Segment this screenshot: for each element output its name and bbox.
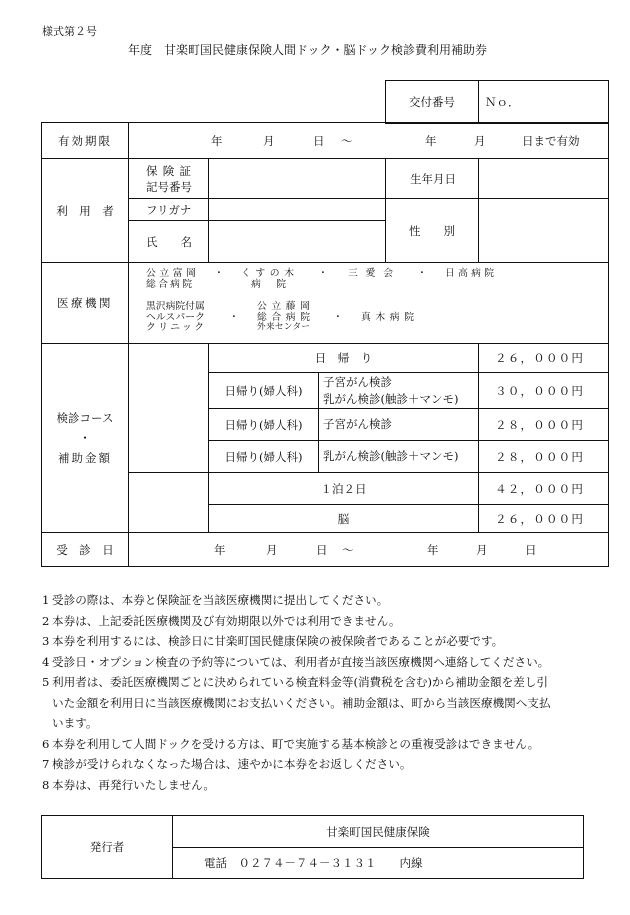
course-amount: ３０，０００円 [479,373,609,409]
note-number: 8 [42,777,50,792]
course-amount: ４２，０００円 [479,473,609,505]
facility-2-line2: 病院 [251,279,286,290]
validity-period-cell [129,123,609,159]
course-amount: ２６，０００円 [479,505,609,533]
issuer-label: 発行者 [42,816,173,879]
insurance-label-cell [129,159,209,199]
course-label-line1: 検診コース [56,411,114,425]
note-text: 本券は、再発行いたしません。 [52,777,216,792]
issue-number-no-label: Ｎｏ． [479,81,609,124]
facility-6-line2: 総合病院 [257,311,310,323]
note-text: 受診日・オプション検査の予約等については、利用者が直接当該医療機関へ連絡してください。 [52,654,550,669]
note-number: 7 [42,757,50,771]
facility-4-line1: 日高病院 [445,268,494,279]
course-type: 脳 [209,505,479,533]
note-number: 5 [42,675,50,689]
note-text: 利用者は、委託医療機関ごとに決められている検査料金等(消費税を含む)から補助金額を差し引いた金額を利用日に当該医療機関にお支払いください。補助金額は、町から当該医療機関へ支払います。 [52,675,551,730]
issue-number-box [385,80,609,124]
facility-separator: ・ [333,311,343,323]
notes-list [42,590,582,795]
validity-tilde: ～ [341,133,353,148]
course-items-cell [319,373,479,409]
note-item [42,631,582,652]
course-row [42,344,609,373]
facility-separator: ・ [318,268,328,279]
course-items-cell [319,409,479,441]
facility-1-line1: 公立富岡 [146,268,196,279]
validity-row [42,123,609,159]
course-label-cell [42,344,129,533]
course-blank-cell [129,344,209,473]
note-item [42,590,582,611]
course-label-line2: ・ [79,431,91,445]
course-items-cell [319,441,479,473]
issuer-name: 甘楽町国民健康保険 [173,816,584,848]
note-text: 本券を利用して人間ドックを受ける方は、町で実施する基本検診との重複受診はできません。 [52,736,540,751]
note-item [42,672,582,734]
form-number: 様式第２号 [42,25,97,38]
note-text: 検診が受けられなくなった場合は、速やかに本券をお返しください。 [52,757,412,771]
furigana-label: フリガナ [146,202,192,217]
name-value [209,221,386,263]
note-text: 本券は、上記委託医療機関及び有効期限以外では利用できません。 [52,613,401,628]
note-item [42,775,582,796]
facilities-row [42,263,609,344]
course-label-line3: 補助金額 [58,451,112,465]
course-blank-cell [129,473,209,533]
insurance-label-line1: 保険証 [146,163,191,178]
validity-from-month: 月 [263,133,275,148]
facility-separator: ・ [229,311,239,323]
note-text: 受診の際は、本券と保険証を当該医療機関に提出してください。 [52,593,389,607]
facility-6-line3: 外来センター [257,322,310,332]
birth-date-value [479,159,609,199]
course-item: 乳がん検診(触診＋マンモ) [323,449,459,463]
course-item: 子宮がん検診 [323,374,392,389]
issuer-phone: 電話 ０２７４－７４－３１３１ 内線 [173,848,584,879]
name-label: 氏 名 [146,234,192,249]
exam-to-year: 年 [427,542,439,557]
course-type: 日帰り(婦人科) [209,441,319,473]
validity-to-month: 月 [474,133,486,148]
note-number: 1 [42,593,50,607]
voucher-table [41,122,609,567]
validity-from-day: 日 [313,133,325,148]
validity-from-year: 年 [211,133,223,148]
facility-1-line2: 総合病院 [146,279,192,290]
note-text: 本券を利用するには、検診日に甘楽町国民健康保険の被保険者であることが必要です。 [52,634,504,648]
note-number: 3 [42,634,50,648]
facility-6-line1: 公立藤岡 [257,301,310,312]
facility-3-line1: 三愛会 [348,268,393,279]
validity-label: 有効期限 [58,133,112,148]
sex-value [479,199,609,263]
furigana-value [209,199,386,221]
course-type: １泊２日 [209,473,479,505]
insurance-number-value [209,159,386,199]
facility-5-line3: クリニック [146,322,204,333]
document-title: 年度 甘楽町国民健康保険人間ドック・脳ドック検診費利用補助券 [128,43,488,57]
course-amount: ２８，０００円 [479,409,609,441]
user-label: 利 用 者 [56,203,114,218]
exam-to-day: 日 [525,542,537,557]
exam-date-cell [129,533,609,567]
facility-list [129,263,608,343]
sex-label: 性 別 [409,223,455,238]
facilities-label: 医療機関 [57,296,113,310]
course-type: 日 帰 り [209,344,479,373]
facilities-cell [129,263,609,344]
course-item: 子宮がん検診 [323,417,392,431]
facility-separator: ・ [417,268,427,279]
exam-to-month: 月 [476,542,488,557]
note-item [42,652,582,673]
note-item [42,734,582,755]
user-row-insurance [42,159,609,199]
facility-2-line1: くすの木 [241,268,294,279]
exam-from-day: 日 [316,542,328,557]
facility-5-line1: 黒沢病院付属 [146,301,205,312]
issue-number-label: 交付番号 [386,81,479,124]
exam-tilde: ～ [342,542,354,557]
exam-from-year: 年 [214,542,226,557]
exam-date-label: 受 診 日 [56,542,114,557]
validity-to-year: 年 [425,133,437,148]
course-item: 乳がん検診(触診＋マンモ) [323,391,459,406]
course-type: 日帰り(婦人科) [209,373,319,409]
note-item [42,754,582,775]
note-item [42,611,582,632]
exam-date-row [42,533,609,567]
facility-7-line1: 真木病院 [361,311,414,323]
birth-date-label: 生年月日 [410,171,456,186]
facility-5-line2: ヘルスパーク [146,311,205,323]
insurance-label-line2: 記号番号 [146,179,192,194]
note-number: 4 [42,654,50,669]
course-amount: ２８，０００円 [479,441,609,473]
note-number: 2 [42,613,50,628]
exam-from-month: 月 [266,542,278,557]
course-amount: ２６，０００円 [479,344,609,373]
note-number: 6 [42,736,50,751]
validity-to-day: 日まで有効 [522,133,580,148]
issuer-box [41,815,584,879]
course-type: 日帰り(婦人科) [209,409,319,441]
facility-separator: ・ [214,268,224,279]
